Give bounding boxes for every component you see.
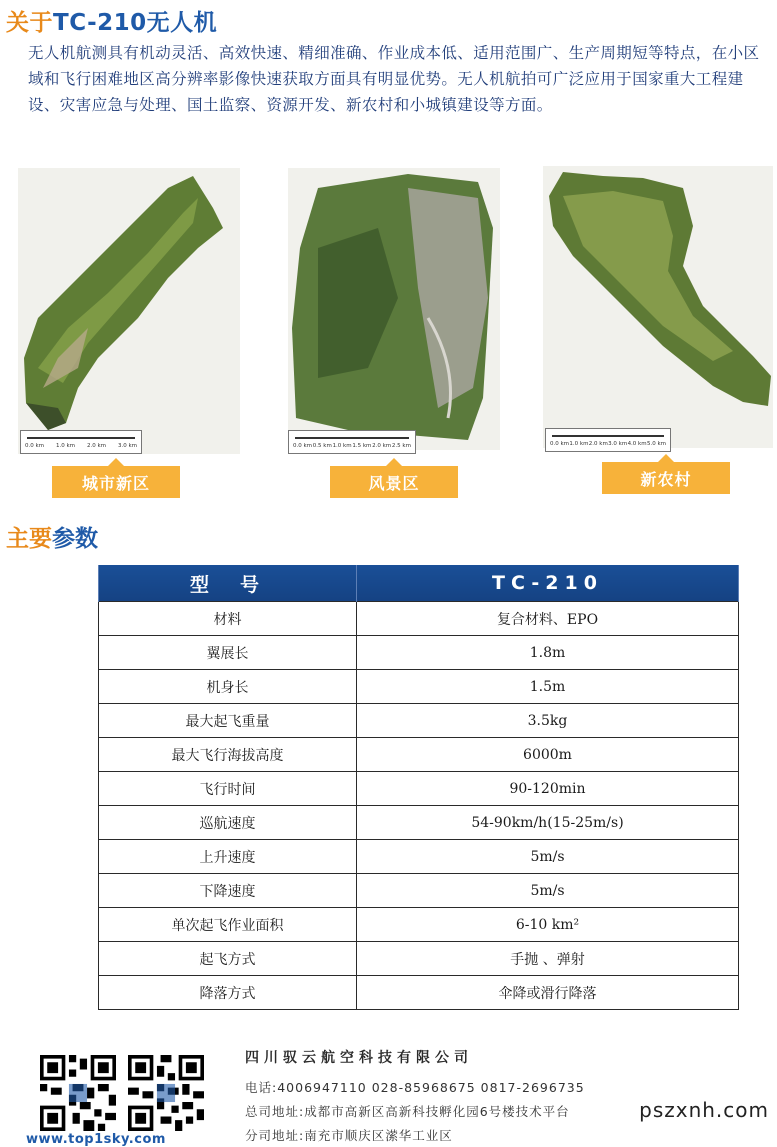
contact-branch-address: 分司地址:南充市顺庆区潆华工业区 (245, 1128, 453, 1143)
scale-tick: 1.5 km (352, 443, 372, 449)
table-row (99, 738, 739, 772)
spec-value: 54-90km/h(15-25m/s) (357, 806, 739, 840)
spec-value: 复合材料、EPO (357, 602, 739, 636)
company-name: 四川驭云航空科技有限公司 (245, 1050, 473, 1066)
spec-label: 飞行时间 (99, 772, 357, 806)
specs-header-row (99, 565, 739, 602)
spec-value: 3.5kg (357, 704, 739, 738)
section-title (6, 520, 98, 550)
scale-tick: 2.0 km (372, 443, 392, 449)
table-row (99, 602, 739, 636)
scale-bar-scenic (288, 430, 416, 454)
map-label-village: 新农村 (602, 462, 730, 494)
table-row (99, 704, 739, 738)
scale-tick: 1.0 km (332, 443, 352, 449)
spec-label: 起飞方式 (99, 942, 357, 976)
scale-tick: 2.0 km (588, 441, 608, 447)
qr-code-icon[interactable] (40, 1055, 116, 1131)
spec-value: 1.8m (357, 636, 739, 670)
section-title-rest: 参数 (52, 526, 98, 552)
scale-tick: 0.0 km (25, 443, 45, 449)
spec-value: 1.5m (357, 670, 739, 704)
scale-tick: 4.0 km (627, 441, 647, 447)
spec-label: 降落方式 (99, 976, 357, 1010)
spec-value: 5m/s (357, 840, 739, 874)
map-card-village (543, 166, 773, 448)
spec-label: 材料 (99, 602, 357, 636)
page-title-lead: 关于 (6, 10, 53, 36)
spec-value: 5m/s (357, 874, 739, 908)
contact-phone: 电话:4006947110 028-85968675 0817-2696735 (245, 1080, 585, 1095)
scale-tick: 0.0 km (293, 443, 313, 449)
scale-bar-village (545, 428, 671, 452)
watermark: pszxnh.com (639, 1098, 769, 1122)
spec-label: 下降速度 (99, 874, 357, 908)
scale-tick: 0.0 km (550, 441, 570, 447)
spec-label: 巡航速度 (99, 806, 357, 840)
specs-header-model: 型 号 (99, 565, 357, 602)
map-card-scenic (288, 168, 500, 450)
map-image-scenic (288, 168, 500, 450)
spec-label: 上升速度 (99, 840, 357, 874)
map-card-urban (18, 168, 240, 454)
scale-tick: 2.0 km (86, 443, 107, 449)
footer (0, 1045, 777, 1147)
scale-tick: 3.0 km (117, 443, 137, 449)
table-row (99, 976, 739, 1010)
table-row (99, 772, 739, 806)
spec-value: 手抛 、弹射 (357, 942, 739, 976)
spec-value: 90-120min (357, 772, 739, 806)
page-title (6, 4, 217, 34)
map-label-scenic: 风景区 (330, 466, 458, 498)
spec-value: 6000m (357, 738, 739, 772)
table-row (99, 840, 739, 874)
table-row (99, 806, 739, 840)
intro-paragraph: 无人机航测具有机动灵活、高效快速、精细准确、作业成本低、适用范围广、生产周期短等特点，在小区域和飞行困难地区高分辨率影像快速获取方面具有明显优势。无人机航拍可广泛应用于国家重大工程建设、灾害应急与处理、国土监察、资源开发、新农村和小城镇建设等方面。 (28, 44, 760, 114)
scale-bar-urban (20, 430, 142, 454)
spec-label: 单次起飞作业面积 (99, 908, 357, 942)
scale-tick: 3.0 km (608, 441, 628, 447)
qr-code-icon[interactable] (128, 1055, 204, 1131)
scale-tick: 2.5 km (391, 443, 411, 449)
table-row (99, 908, 739, 942)
map-image-urban (18, 168, 240, 454)
table-row (99, 670, 739, 704)
section-title-lead: 主要 (6, 526, 52, 552)
table-row (99, 636, 739, 670)
spec-label: 翼展长 (99, 636, 357, 670)
page-title-rest: TC-210无人机 (53, 10, 218, 36)
scale-tick: 1.0 km (569, 441, 589, 447)
table-row (99, 874, 739, 908)
specs-header-value: TC-210 (357, 565, 739, 602)
scale-tick: 1.0 km (55, 443, 76, 449)
scale-tick: 5.0 km (646, 441, 666, 447)
spec-label: 最大起飞重量 (99, 704, 357, 738)
table-row (99, 942, 739, 976)
spec-value: 6-10 km² (357, 908, 739, 942)
spec-value: 伞降或滑行降落 (357, 976, 739, 1010)
spec-label: 机身长 (99, 670, 357, 704)
contact-hq-address: 总司地址:成都市高新区高新科技孵化园6号楼技术平台 (245, 1104, 570, 1119)
map-label-urban: 城市新区 (52, 466, 180, 498)
scale-tick: 0.5 km (312, 443, 332, 449)
website-link[interactable]: www.top1sky.com (26, 1132, 166, 1147)
spec-label: 最大飞行海拔高度 (99, 738, 357, 772)
map-image-village (543, 166, 773, 448)
specs-table (98, 565, 739, 1010)
